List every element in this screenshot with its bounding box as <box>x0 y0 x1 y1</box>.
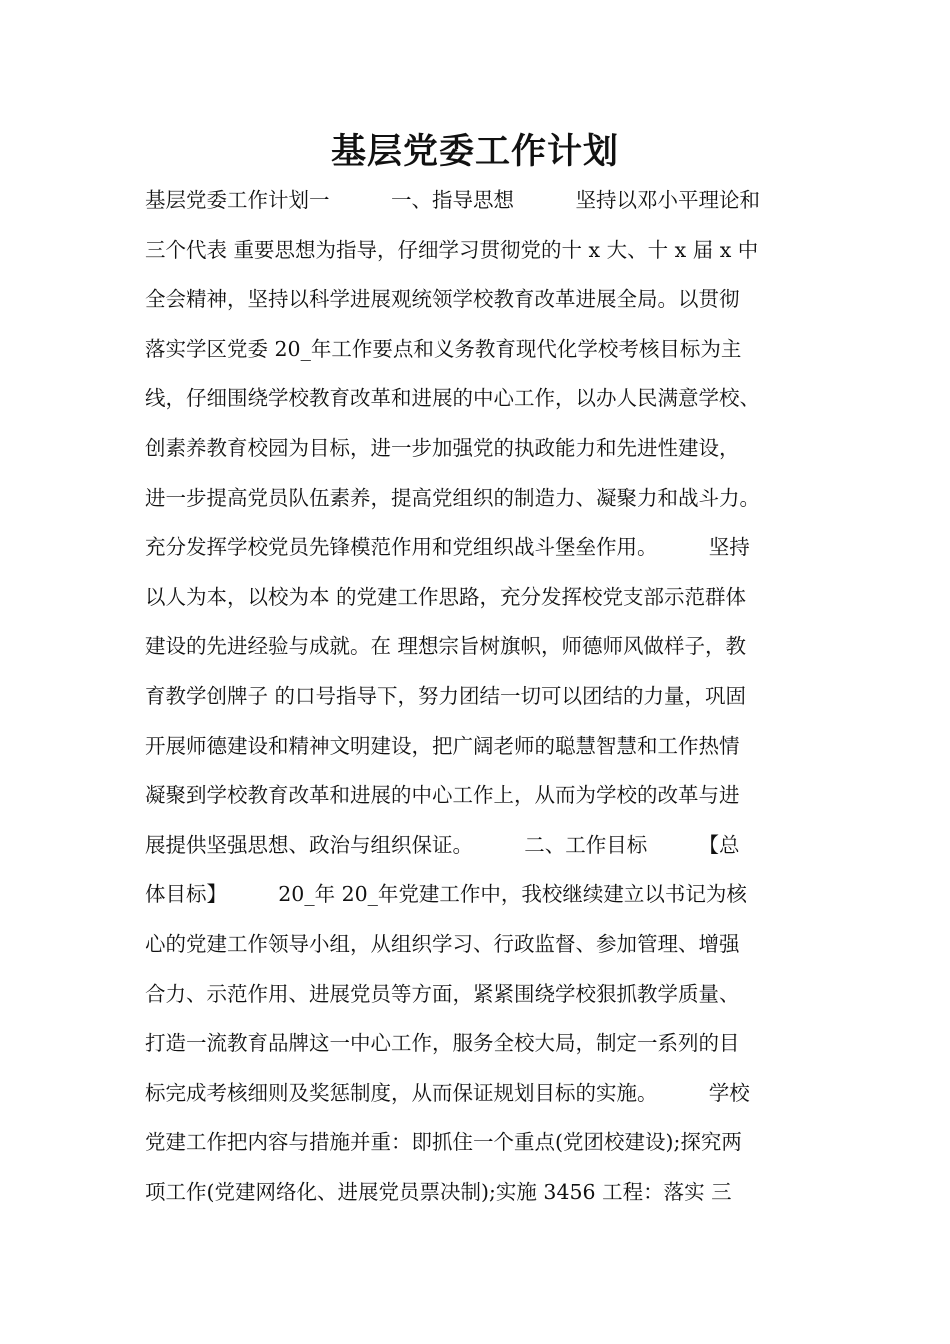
text-line: 充分发挥学校党员先锋模范作用和党组织战斗堡垒作用。 坚持 <box>145 535 750 560</box>
text-line: 落实学区党委 20_年工作要点和义务教育现代化学校考核目标为主 <box>145 336 742 361</box>
text-line: 体目标】 20_年 20_年党建工作中，我校继续建立以书记为核 <box>145 882 747 907</box>
text-line: 项工作(党建网络化、进展党员票决制);实施 3456 工程：落实 三 <box>145 1179 732 1204</box>
document-body <box>145 180 825 1221</box>
text-line: 开展师德建设和精神文明建设，把广阔老师的聪慧智慧和工作热情 <box>145 733 740 758</box>
text-line: 建设的先进经验与成就。在 理想宗旨树旗帜，师德师风做样子，教 <box>145 634 747 659</box>
text-line: 育教学创牌子 的口号指导下，努力团结一切可以团结的力量，巩固 <box>145 683 747 708</box>
text-line: 凝聚到学校教育改革和进展的中心工作上，从而为学校的改革与进 <box>145 783 740 808</box>
text-line: 全会精神，坚持以科学进展观统领学校教育改革进展全局。以贯彻 <box>145 287 740 312</box>
text-line: 党建工作把内容与措施并重：即抓住一个重点(党团校建设);探究两 <box>145 1130 742 1155</box>
text-line: 基层党委工作计划一 一、指导思想 坚持以邓小平理论和 <box>145 188 760 212</box>
text-line: 标完成考核细则及奖惩制度，从而保证规划目标的实施。 学校 <box>145 1080 750 1105</box>
text-line: 三个代表 重要思想为指导，仔细学习贯彻党的十 x 大、十 x 届 x 中 <box>145 237 759 262</box>
text-line: 以人为本，以校为本 的党建工作思路，充分发挥校党支部示范群体 <box>145 584 747 609</box>
text-line: 线，仔细围绕学校教育改革和进展的中心工作，以办人民满意学校、 <box>145 386 760 411</box>
text-line: 展提供坚强思想、政治与组织保证。 二、工作目标 【总 <box>145 832 740 857</box>
document-title: 基层党委工作计划 <box>330 132 619 172</box>
text-line: 进一步提高党员队伍素养，提高党组织的制造力、凝聚力和战斗力。 <box>145 485 760 510</box>
text-line: 心的党建工作领导小组，从组织学习、行政监督、参加管理、增强 <box>145 931 740 956</box>
text-line: 合力、示范作用、进展党员等方面，紧紧围绕学校狠抓教学质量、 <box>145 981 740 1006</box>
text-line: 创素养教育校园为目标，进一步加强党的执政能力和先进性建设， <box>145 435 740 460</box>
text-line: 打造一流教育品牌这一中心工作，服务全校大局，制定一系列的目 <box>145 1031 740 1056</box>
